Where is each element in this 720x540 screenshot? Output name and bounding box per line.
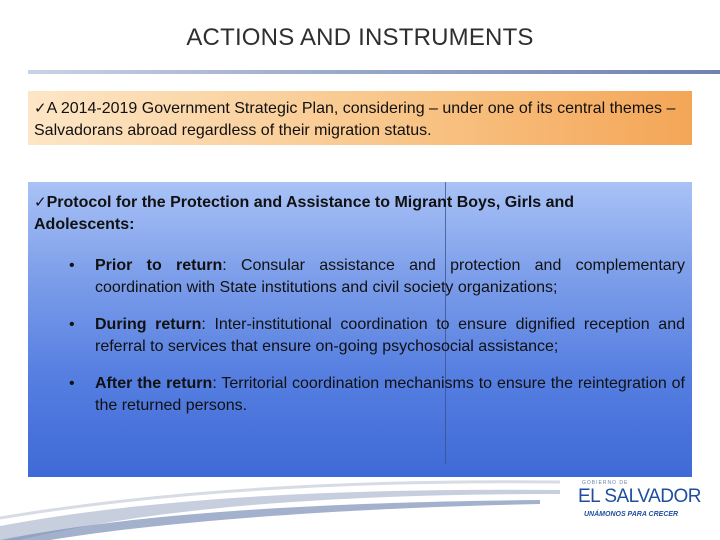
bullet-label: Prior to return <box>95 257 223 274</box>
protocol-bullet-list <box>65 255 685 432</box>
check-mark-icon: ✓ <box>34 99 47 117</box>
list-item <box>65 255 685 299</box>
logo-main-text: EL SALVADOR <box>578 486 701 507</box>
protocol-heading-row <box>34 191 674 236</box>
bullet-text: : Territorial coordination mechanisms to ensure the reintegration of the returned persons. <box>95 375 686 414</box>
protocol-heading: Protocol for the Protection and Assistance to Migrant Boys, Girls and Adolescents: <box>34 194 575 233</box>
bullet-text: : Inter-institutional coordination to ensure dignified reception and referral to services that ensure on-going psychosocial assistance; <box>95 316 686 355</box>
bullet-label: After the return <box>95 375 213 392</box>
bullet-label: During return <box>95 316 202 333</box>
check-mark-icon: ✓ <box>34 193 47 211</box>
bullet-icon: • <box>69 375 75 392</box>
strategic-plan-text: A 2014-2019 Government Strategic Plan, considering – under one of its central themes – Salvadorans abroad regardless of their migration status. <box>34 100 676 139</box>
list-item <box>65 314 685 358</box>
bullet-icon: • <box>69 316 75 333</box>
bullet-text: : Consular assistance and protection and complementary coordination with State institutions and civil society organizations; <box>95 257 685 296</box>
logo-top-text: GOBIERNO DE <box>582 480 629 486</box>
protocol-box <box>28 182 692 477</box>
el-salvador-logo <box>560 478 710 528</box>
logo-tagline: UNÁMONOS PARA CRECER <box>584 511 679 518</box>
bullet-icon: • <box>69 257 75 274</box>
title-underline <box>28 70 720 74</box>
slide-title: ACTIONS AND INSTRUMENTS <box>186 24 534 51</box>
strategic-plan-box <box>28 91 692 145</box>
list-item <box>65 373 685 417</box>
